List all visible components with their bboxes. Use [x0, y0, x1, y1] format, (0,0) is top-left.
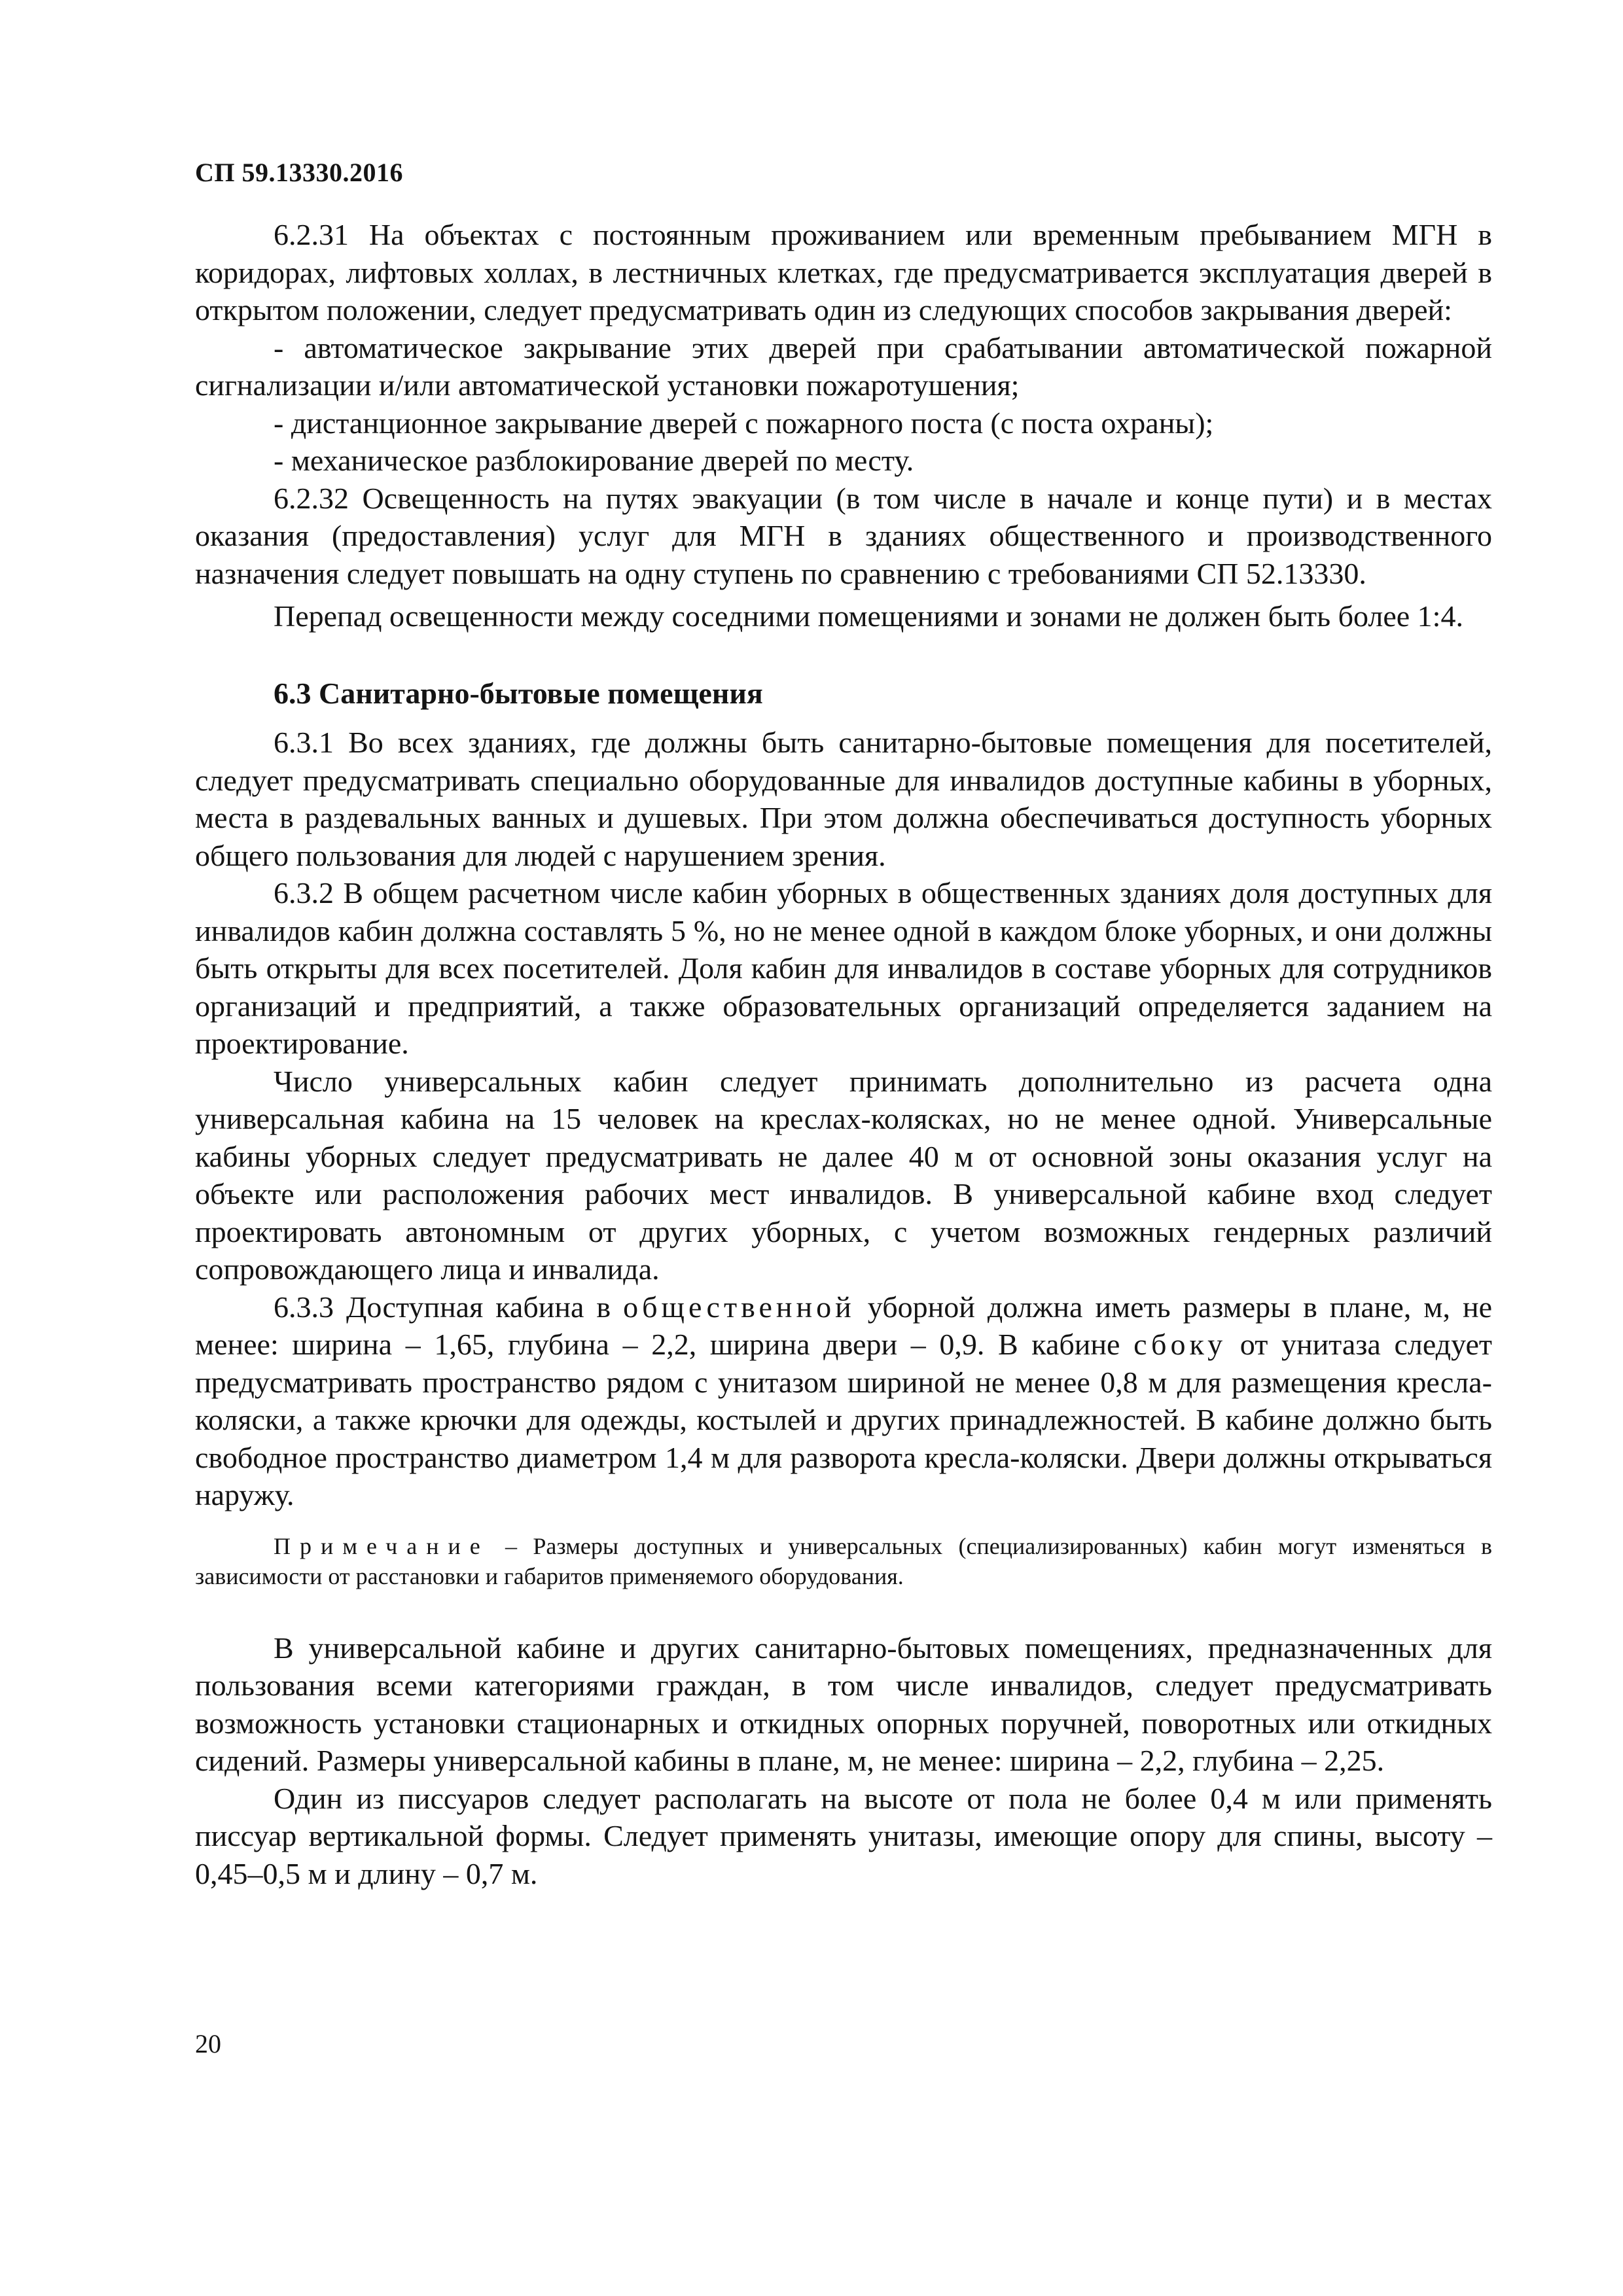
paragraph-universal-cabins: Число универсальных кабин следует принимать дополнительно из расчета одна универсальная кабина на 15 человек на креслах-колясках, но не менее одной. Универсальные кабины уборных следует предусматривать не далее 40 м от основной зоны оказания услуг на объекте или расположения рабочих мест инвалидов. В универсальной кабине вход следует проектировать автономным от других уборных, с учетом возможных гендерных различий сопровождающего лица и инвалида.: [195, 1064, 1492, 1286]
list-item-mechanical-unlocking: - механическое разблокирование дверей по месту.: [274, 444, 914, 477]
p633-part-c: уборной должна иметь размеры в плане, м, не менее: ширина – 1,65, глубина – 2,2, ширина двери – 0,9. В кабине: [195, 1290, 1492, 1361]
note-text: Размеры доступных и универсальных (специализированных) кабин могут изменяться в зависимости от расстановки и габаритов применяемого оборудования.: [195, 1532, 1493, 1589]
note: [195, 1531, 1492, 1591]
page-number: 20: [195, 2029, 221, 2058]
note-dash: –: [489, 1532, 533, 1559]
paragraph-urinals: Один из писсуаров следует располагать на высоте от пола не более 0,4 м или применять писсуар вертикальной формы. Следует применять унитазы, имеющие опору для спины, высоту – 0,45–0,5 м и длину – 0,7 м.: [195, 1781, 1492, 1890]
section-title-6-3: 6.3 Санитарно-бытовые помещения: [274, 676, 763, 710]
note-label: Примечание: [274, 1532, 490, 1559]
paragraph-6-2-31: 6.2.31 На объектах с постоянным проживанием или временным пребыванием МГН в коридорах, лифтовых холлах, в лестничных клетках, где предусматривается эксплуатация дверей в открытом положении, следует предусматривать один из следующих способов закрывания дверей:: [195, 218, 1492, 327]
paragraph-6-3-3: [195, 1288, 1492, 1514]
paragraph-6-2-32: 6.2.32 Освещенность на путях эвакуации (в том числе в начале и конце пути) и в местах оказания (предоставления) услуг для МГН в зданиях общественного и производственного назначения следует повышать на одну ступень по сравнению с требованиями СП 52.13330.: [195, 481, 1492, 590]
p633-part-b: общественной: [623, 1290, 855, 1324]
p633-part-a: 6.3.3 Доступная кабина в: [274, 1290, 624, 1324]
document-code: СП 59.13330.2016: [195, 158, 403, 187]
list-item-auto-closing: - автоматическое закрывание этих дверей при срабатывании автоматической пожарной сигнализации и/или автоматической установки пожаротушения;: [195, 330, 1492, 402]
p633-part-d: сбоку: [1133, 1328, 1227, 1361]
list-item-remote-closing: - дистанционное закрывание дверей с пожарного поста (с поста охраны);: [274, 406, 1214, 440]
paragraph-universal-cabin-equipment: В универсальной кабине и других санитарно-бытовых помещениях, предназначенных для пользования всеми категориями граждан, в том числе инвалидов, следует предусматривать возможность установки стационарных и откидных опорных поручней, поворотных или откидных сидений. Размеры универсальной кабины в плане, м, не менее: ширина – 2,2, глубина – 2,25.: [195, 1631, 1492, 1777]
document-body: [195, 216, 1492, 1892]
paragraph-illumination-ratio: Перепад освещенности между соседними помещениями и зонами не должен быть более 1:4.: [274, 599, 1463, 633]
paragraph-6-3-2: 6.3.2 В общем расчетном числе кабин уборных в общественных зданиях доля доступных для инвалидов кабин должна составлять 5 %, но не менее одной в каждом блоке уборных, и они должны быть открыты для всех посетителей. Доля кабин для инвалидов в составе уборных для сотрудников организаций и предприятий, а также образовательных организаций определяется заданием на проектирование.: [195, 876, 1492, 1060]
p633-part-e: от унитаза следует предусматривать пространство рядом с унитазом шириной не менее 0,8 м для размещения кресла-коляски, а также крючки для одежды, костылей и других принадлежностей. В кабине должно быть свободное пространство диаметром 1,4 м для разворота кресла-коляски. Двери должны открываться наружу.: [195, 1328, 1492, 1511]
paragraph-6-3-1: 6.3.1 Во всех зданиях, где должны быть санитарно-бытовые помещения для посетителей, следует предусматривать специально оборудованные для инвалидов доступные кабины в уборных, места в раздевальных ванных и душевых. При этом должна обеспечиваться доступность уборных общего пользования для людей с нарушением зрения.: [195, 726, 1492, 872]
